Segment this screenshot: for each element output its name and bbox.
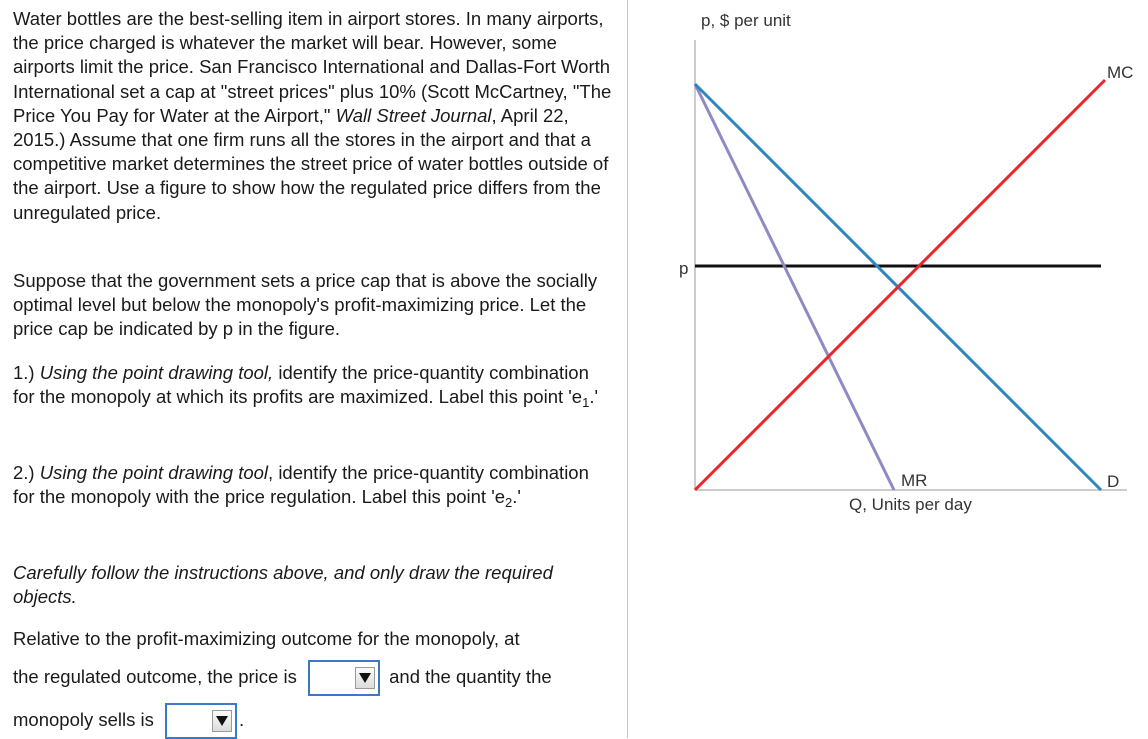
mr-curve[interactable] xyxy=(695,84,894,490)
question-price-cap-paragraph: Suppose that the government sets a price cap that is above the socially optimal level but below the monopoly's profit-maximizing price. Let the price cap be indicated by p in the figure. xyxy=(13,270,598,340)
step-1-instruction: 1.) Using the point drawing tool, identify the price-quantity combination for the monopoly at which its profits are maximized. Label this point '$e_1$.' xyxy=(13,362,598,411)
demand-label: D xyxy=(1107,472,1120,491)
mr-label: MR xyxy=(901,471,928,490)
answer-line-3: monopoly sells is . xyxy=(13,703,244,739)
price-change-dropdown[interactable] xyxy=(308,660,380,696)
price-cap-label: p xyxy=(679,259,689,278)
dropdown-arrow-icon[interactable] xyxy=(355,667,375,689)
y-axis-label: p, $ per unit xyxy=(701,11,791,30)
quantity-change-dropdown[interactable] xyxy=(165,703,237,739)
mc-curve[interactable] xyxy=(695,80,1105,490)
instruction-note: Carefully follow the instructions above, and only draw the required objects. xyxy=(13,562,553,608)
mc-label: MC xyxy=(1107,63,1134,82)
graph-canvas[interactable] xyxy=(629,0,1148,738)
dropdown-arrow-icon[interactable] xyxy=(212,710,232,732)
answer-line-2: the regulated outcome, the price is and the quantity the xyxy=(13,660,552,696)
step-2-instruction: 2.) Using the point drawing tool, identify the price-quantity combination for the monopoly with the price regulation. Label this point '$e_2$.' xyxy=(13,462,589,511)
question-intro: Water bottles are the best-selling item in airport stores. In many airports, the price charged is whatever the market will bear. However, some airports limit the price. San Francisco International and Dallas-Fort Worth International set a cap at "street prices" plus 10% (Scott McCartney, "The Price You Pay for Water at the Airport," Wall Street Journal, April 22, 2015.) Assume that one firm runs all the stores in the airport and that a competitive market determines the street price of water bottles outside of the airport. Use a figure to show how the regulated price differs from the unregulated price. xyxy=(13,8,612,223)
x-axis-label: Q, Units per day xyxy=(849,495,972,514)
answer-line-1: Relative to the profit-maximizing outcome for the monopoly, at xyxy=(13,628,520,649)
